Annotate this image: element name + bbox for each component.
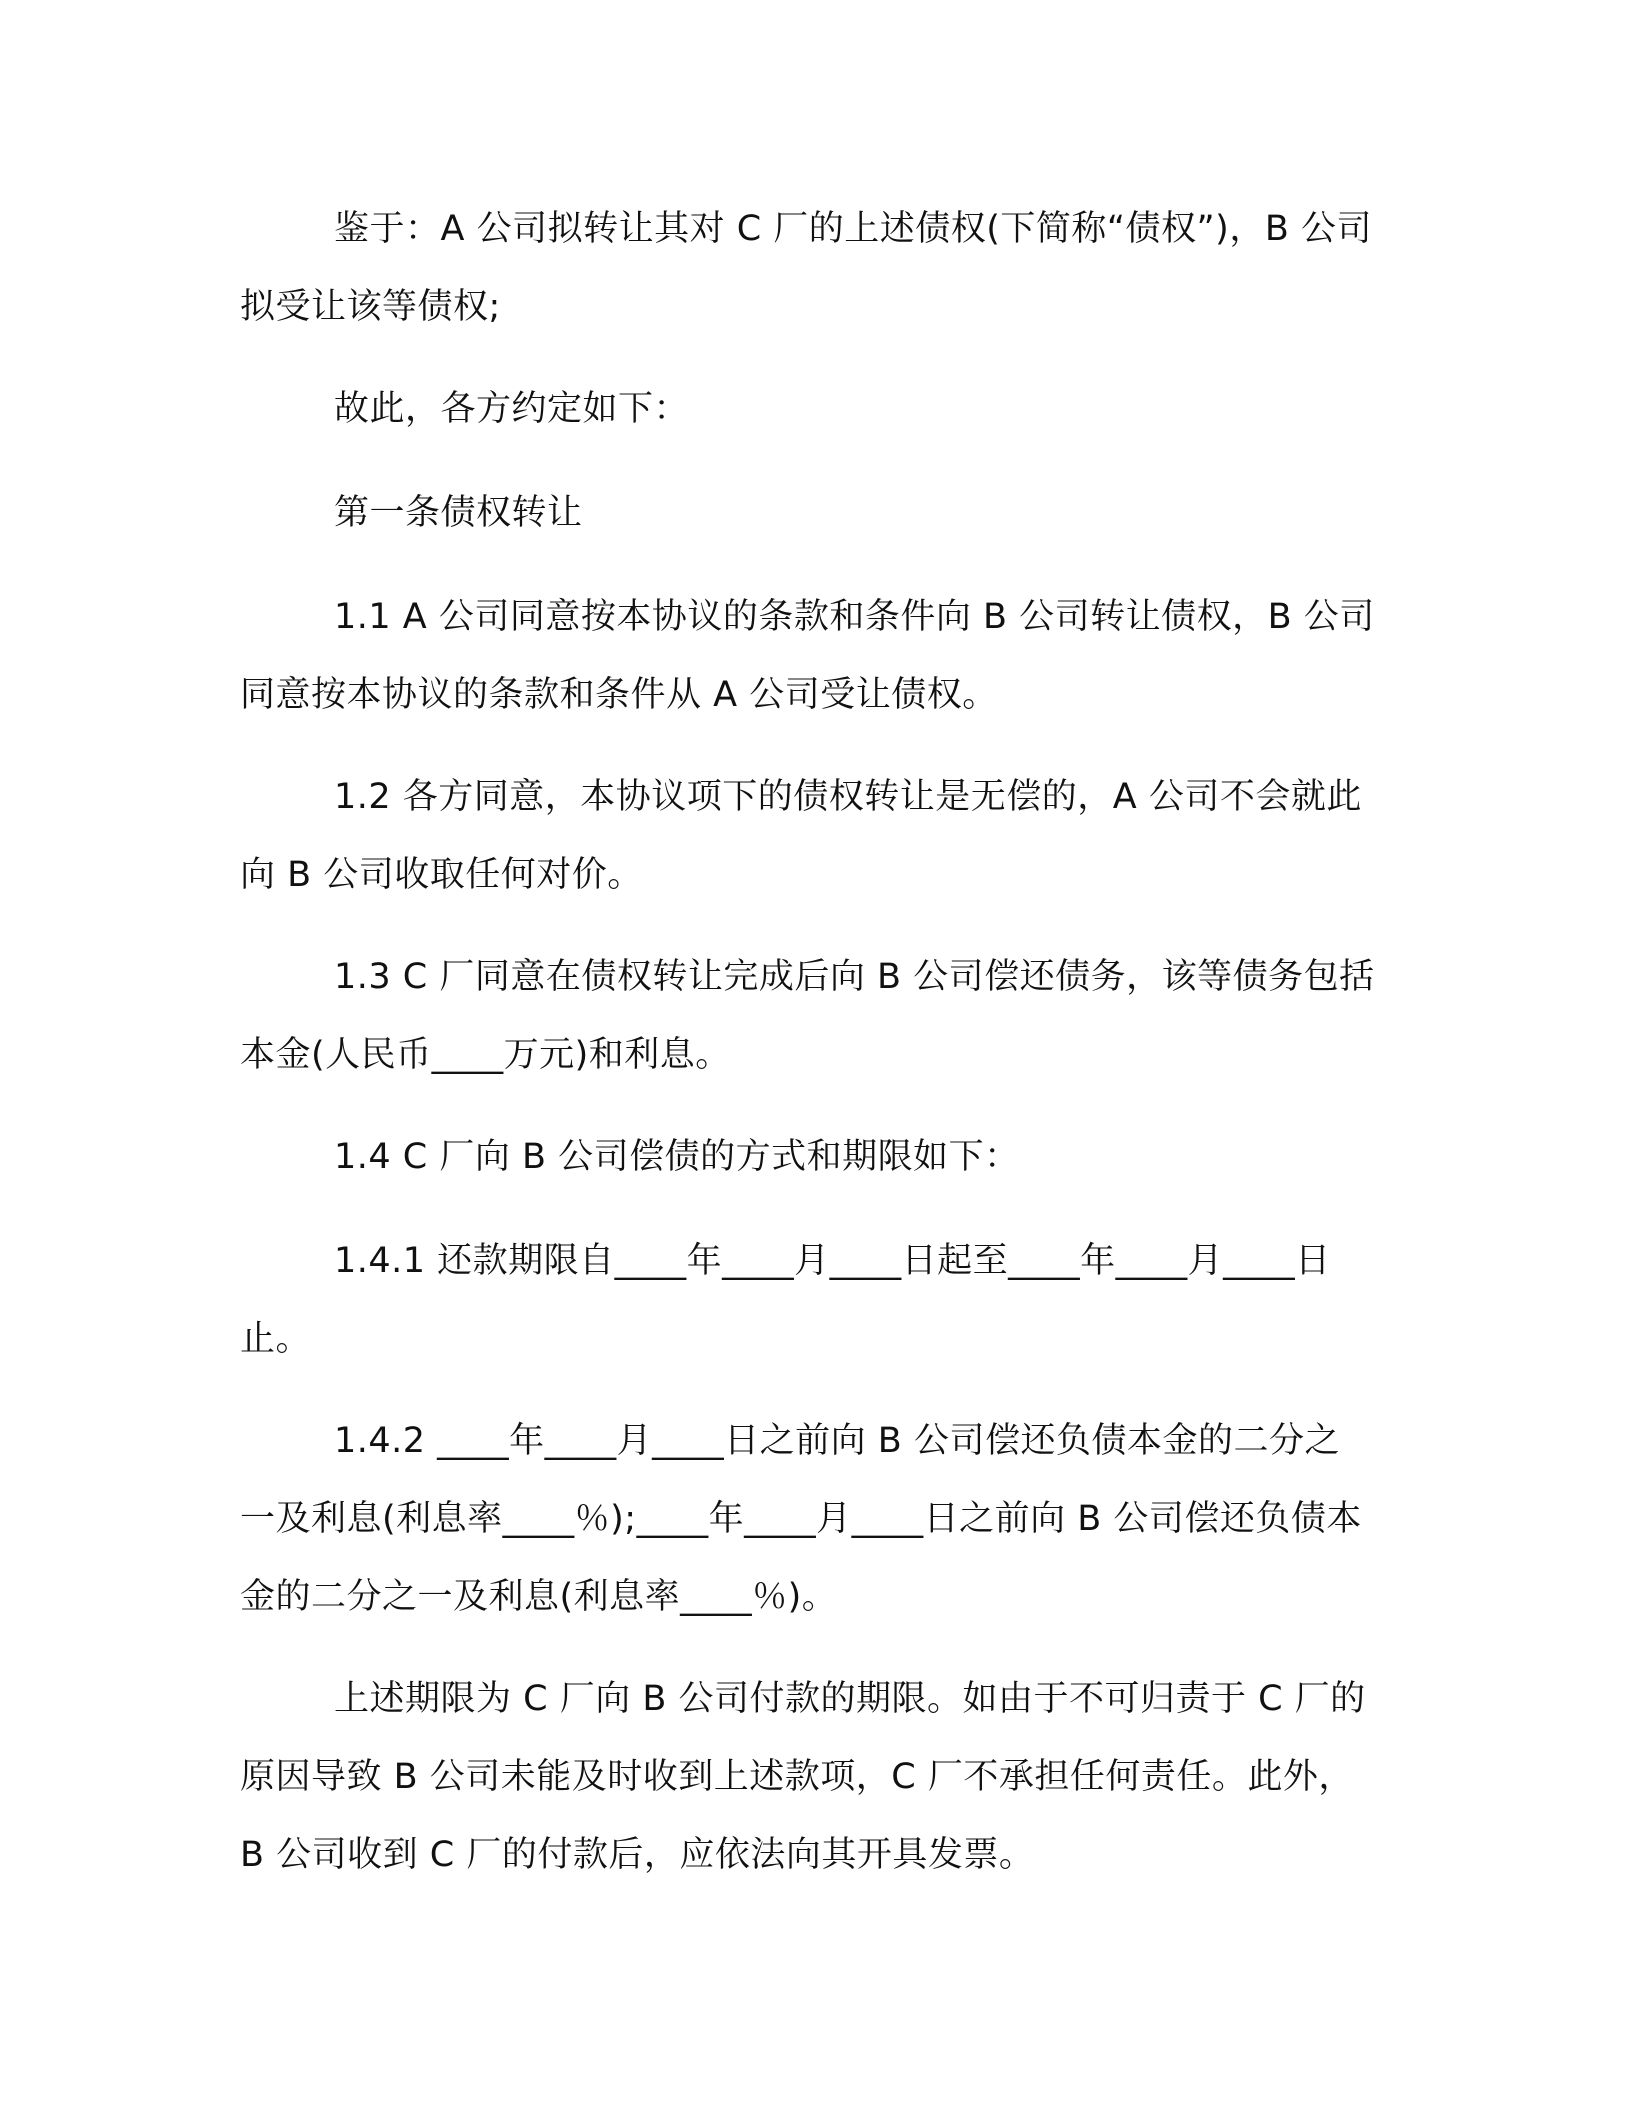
document-body [240, 190, 1375, 1918]
article-1-heading: 第一条债权转让 [334, 493, 583, 533]
clause-1-2: 1.2 各方同意，本协议项下的债权转让是无偿的，A 公司不会就此向 B 公司收取任何对价。 [240, 777, 1362, 895]
clause-1-4-1: 1.4.1 还款期限自____年____月____日起至____年____月____日止。 [240, 1241, 1331, 1359]
clause-payment-terms: 上述期限为 C 厂向 B 公司付款的期限。如由于不可归责于 C 厂的原因导致 B 公司未能及时收到上述款项，C 厂不承担任何责任。此外，B 公司收到 C 厂的付款后，应依法向其开具发票。 [240, 1679, 1366, 1875]
paragraph-whereas: 鉴于：A 公司拟转让其对 C 厂的上述债权(下简称“债权”)，B 公司拟受让该等债权; [240, 209, 1372, 327]
clause-1-4: 1.4 C 厂向 B 公司偿债的方式和期限如下： [334, 1137, 1020, 1177]
paragraph-agreement-intro: 故此，各方约定如下： [334, 389, 690, 429]
clause-1-4-2: 1.4.2 ____年____月____日之前向 B 公司偿还负债本金的二分之一及利息(利息率____％);____年____月____日之前向 B 公司偿还负债本金的二分之一及利息(利息率____％)。 [240, 1421, 1362, 1617]
clause-1-1: 1.1 A 公司同意按本协议的条款和条件向 B 公司转让债权，B 公司同意按本协议的条款和条件从 A 公司受让债权。 [240, 597, 1375, 715]
clause-1-3: 1.3 C 厂同意在债权转让完成后向 B 公司偿还债务，该等债务包括本金(人民币____万元)和利息。 [240, 957, 1375, 1075]
